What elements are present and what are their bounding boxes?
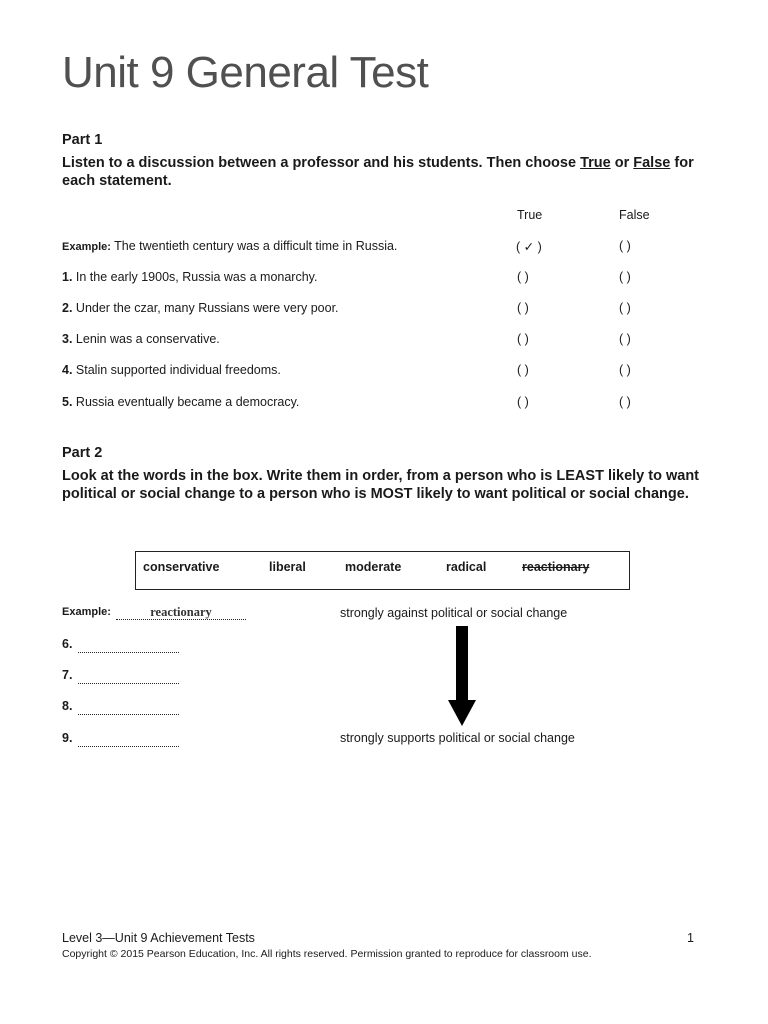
instruction-text-end: for each statement. (62, 155, 694, 189)
statement-1 (62, 270, 317, 284)
part1-instructions (62, 154, 712, 190)
answer-blank-6[interactable] (78, 638, 179, 653)
scale-bottom-label: strongly supports political or social change (340, 731, 575, 745)
true-choice-2[interactable]: ( ) (517, 301, 529, 315)
word-reactionary-crossed-out: reactionary (522, 560, 590, 574)
true-choice-5[interactable]: ( ) (517, 395, 529, 409)
answer-blank-8[interactable] (78, 700, 179, 715)
statement-text: Stalin supported individual freedoms. (72, 363, 281, 377)
example-true-choice: ( ✓ ) (516, 240, 542, 254)
word-conservative: conservative (143, 560, 220, 574)
false-choice-4[interactable]: ( ) (619, 363, 631, 377)
or-word: or (610, 155, 634, 171)
answer-blank-9[interactable] (78, 732, 179, 747)
instruction-text: Listen to a discussion between a professor and his students. Then choose (62, 155, 581, 171)
footer-level: Level 3—Unit 9 Achievement Tests (62, 931, 255, 945)
false-choice-1[interactable]: ( ) (619, 270, 631, 284)
example-text: The twentieth century was a difficult time in Russia. (110, 239, 398, 253)
statement-number: 2. (62, 301, 73, 315)
item-number-8: 8. (62, 699, 73, 713)
statement-4 (62, 363, 281, 377)
page-number: 1 (687, 931, 694, 945)
true-choice-1[interactable]: ( ) (517, 270, 529, 284)
column-header-false: False (619, 208, 650, 222)
true-word: True (580, 155, 611, 171)
word-radical: radical (446, 560, 487, 574)
word-liberal: liberal (269, 560, 306, 574)
statement-number: 5. (62, 395, 73, 409)
part2-heading: Part 2 (62, 445, 103, 461)
statement-5 (62, 395, 299, 409)
statement-number: 3. (62, 332, 73, 346)
down-arrow-icon (446, 626, 478, 728)
false-choice-5[interactable]: ( ) (619, 395, 631, 409)
statement-text: Russia eventually became a democracy. (72, 395, 300, 409)
statement-2 (62, 301, 339, 315)
statement-text: Lenin was a conservative. (72, 332, 220, 346)
true-choice-4[interactable]: ( ) (517, 363, 529, 377)
false-choice-2[interactable]: ( ) (619, 301, 631, 315)
item-number-7: 7. (62, 668, 73, 682)
example-false-choice: ( ) (619, 239, 631, 253)
answer-blank-7[interactable] (78, 669, 179, 684)
statement-number: 4. (62, 363, 73, 377)
part2-instructions: Look at the words in the box. Write them in order, from a person who is LEAST likely to want political or social change to a person who is MOST likely to want political or social change. (62, 468, 700, 502)
false-choice-3[interactable]: ( ) (619, 332, 631, 346)
statement-3 (62, 332, 220, 346)
statement-number: 1. (62, 270, 73, 284)
example-answer: reactionary (116, 605, 246, 620)
page-title: Unit 9 General Test (62, 48, 429, 97)
scale-top-label: strongly against political or social change (340, 606, 568, 620)
column-header-true: True (517, 208, 543, 222)
footer-copyright: Copyright © 2015 Pearson Education, Inc. All rights reserved. Permission granted to reproduce for classroom use. (62, 948, 592, 960)
false-word: False (633, 155, 671, 171)
statement-text: In the early 1900s, Russia was a monarchy. (72, 270, 318, 284)
statement-text: Under the czar, many Russians were very poor. (72, 301, 339, 315)
example-label: Example: (62, 241, 111, 253)
example-label: Example: (62, 606, 111, 618)
item-number-6: 6. (62, 637, 73, 651)
true-choice-3[interactable]: ( ) (517, 332, 529, 346)
example-statement (62, 239, 397, 253)
word-moderate: moderate (345, 560, 402, 574)
item-number-9: 9. (62, 731, 73, 745)
part1-heading: Part 1 (62, 132, 103, 148)
